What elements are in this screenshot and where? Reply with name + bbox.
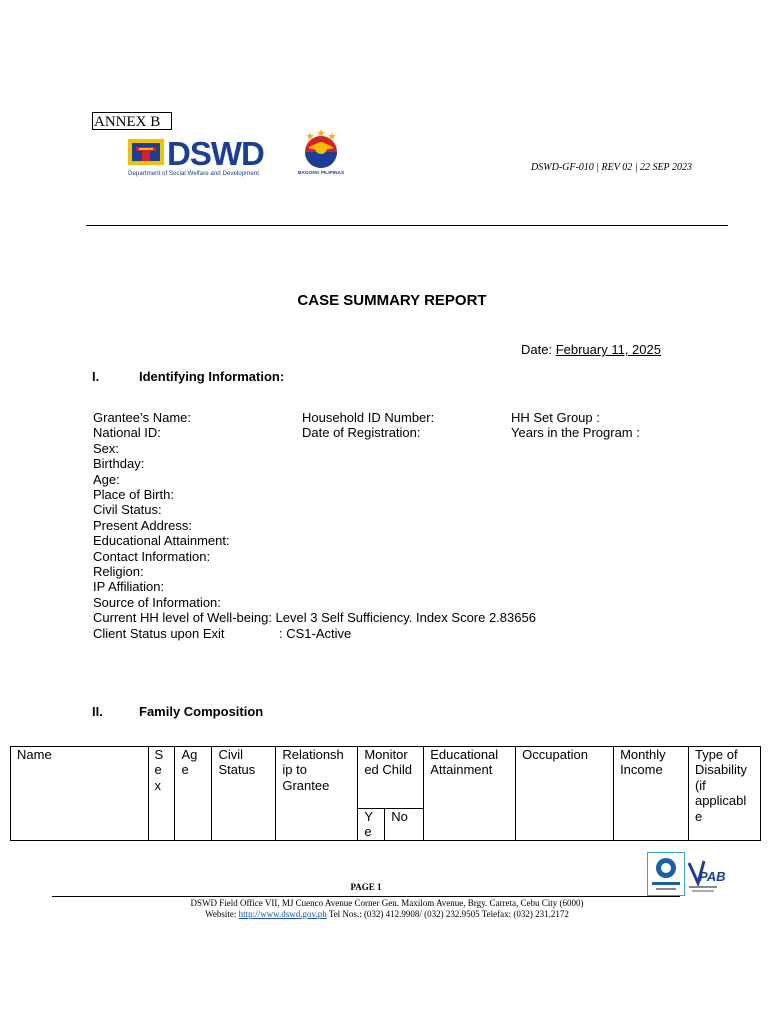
header-monitored-child: Monitor ed Child bbox=[358, 747, 424, 809]
header-monthly-income: Monthly Income bbox=[614, 747, 689, 841]
field-present-address: Present Address: bbox=[93, 517, 192, 533]
date-value: February 11, 2025 bbox=[555, 342, 661, 357]
field-household-id: Household ID Number: bbox=[302, 410, 435, 425]
website-label: Website: bbox=[205, 909, 237, 919]
header-educational-attainment: Educational Attainment bbox=[424, 747, 516, 841]
report-date bbox=[521, 342, 661, 357]
field-wellbeing-level: Current HH level of Well-being: Level 3 Self Sufficiency. Index Score 2.83656 bbox=[93, 610, 536, 626]
header-sex: S e x bbox=[148, 747, 175, 841]
bagong-pilipinas-seal bbox=[296, 128, 346, 176]
logo-subtext: Department of Social Welfare and Development bbox=[128, 170, 259, 177]
client-status-label: Client Status upon Exit bbox=[93, 625, 225, 641]
field-educational-attainment: Educational Attainment: bbox=[93, 533, 230, 549]
footer-address: DSWD Field Office VII, MJ Cuenco Avenue Corner Gen. Maxilom Avenue, Brgy. Carreta, Cebu City (6000) bbox=[190, 898, 584, 908]
annex-label: ANNEX B bbox=[92, 112, 172, 130]
section-1-number: I. bbox=[92, 369, 100, 384]
field-place-of-birth: Place of Birth: bbox=[93, 487, 174, 503]
page-title: CASE SUMMARY REPORT bbox=[297, 292, 487, 309]
date-label: Date: bbox=[521, 342, 553, 357]
field-ip-affiliation: IP Affiliation: bbox=[93, 579, 165, 595]
field-date-of-registration: Date of Registration: bbox=[302, 425, 421, 441]
field-hh-set-group: HH Set Group : bbox=[511, 410, 600, 425]
header-civil-status: Civil Status bbox=[212, 747, 276, 841]
client-status-value: : CS1-Active bbox=[279, 625, 352, 641]
header-relationship: Relationsh ip to Grantee bbox=[276, 747, 358, 841]
header-occupation: Occupation bbox=[516, 747, 614, 841]
header-type-of-disability: Type of Disability (if applicabl e bbox=[688, 747, 760, 841]
field-sex: Sex: bbox=[93, 440, 120, 456]
dswd-logo-icon bbox=[127, 136, 279, 178]
website-link[interactable]: http://www.dswd.gov.ph bbox=[238, 909, 327, 919]
header-name: Name bbox=[11, 747, 149, 841]
family-composition-table bbox=[10, 746, 761, 841]
field-grantee-name: Grantee’s Name: bbox=[93, 410, 192, 425]
header-monitored-yes: Y e bbox=[358, 809, 385, 841]
section-2-title: Family Composition bbox=[139, 704, 264, 719]
header-divider bbox=[86, 225, 728, 226]
dswd-logo bbox=[127, 136, 279, 178]
seal-icon bbox=[296, 128, 346, 176]
field-contact-information: Contact Information: bbox=[93, 548, 211, 564]
field-client-status bbox=[93, 626, 536, 641]
section-1-title: Identifying Information: bbox=[139, 369, 285, 384]
field-birthday: Birthday: bbox=[93, 456, 145, 472]
field-religion: Religion: bbox=[93, 564, 144, 580]
field-age: Age: bbox=[93, 471, 120, 487]
footer-contacts bbox=[0, 909, 774, 919]
header-age: Ag e bbox=[175, 747, 212, 841]
identifying-column-2 bbox=[302, 410, 434, 441]
logo-text: DSWD bbox=[167, 135, 264, 172]
field-years-in-program: Years in the Program : bbox=[511, 425, 640, 441]
footer-divider bbox=[52, 896, 680, 897]
seal-text: BAGONG PILIPINAS bbox=[297, 171, 345, 176]
field-civil-status: Civil Status: bbox=[93, 502, 162, 518]
identifying-column-3 bbox=[511, 410, 640, 441]
section-2-number: II. bbox=[92, 704, 103, 719]
field-national-id: National ID: bbox=[93, 425, 161, 441]
header-monitored-no: No bbox=[385, 809, 424, 841]
telephone-numbers: Tel Nos.: (032) 412.9908/ (032) 232.9505 Telefax: (032) 231.2172 bbox=[326, 909, 569, 919]
page-number: PAGE 1 bbox=[350, 882, 382, 892]
identifying-fields bbox=[93, 410, 536, 641]
field-source-of-information: Source of Information: bbox=[93, 594, 221, 610]
document-number: DSWD-GF-010 | REV 02 | 22 SEP 2023 bbox=[531, 162, 692, 173]
pab-text: PAB bbox=[699, 869, 726, 884]
